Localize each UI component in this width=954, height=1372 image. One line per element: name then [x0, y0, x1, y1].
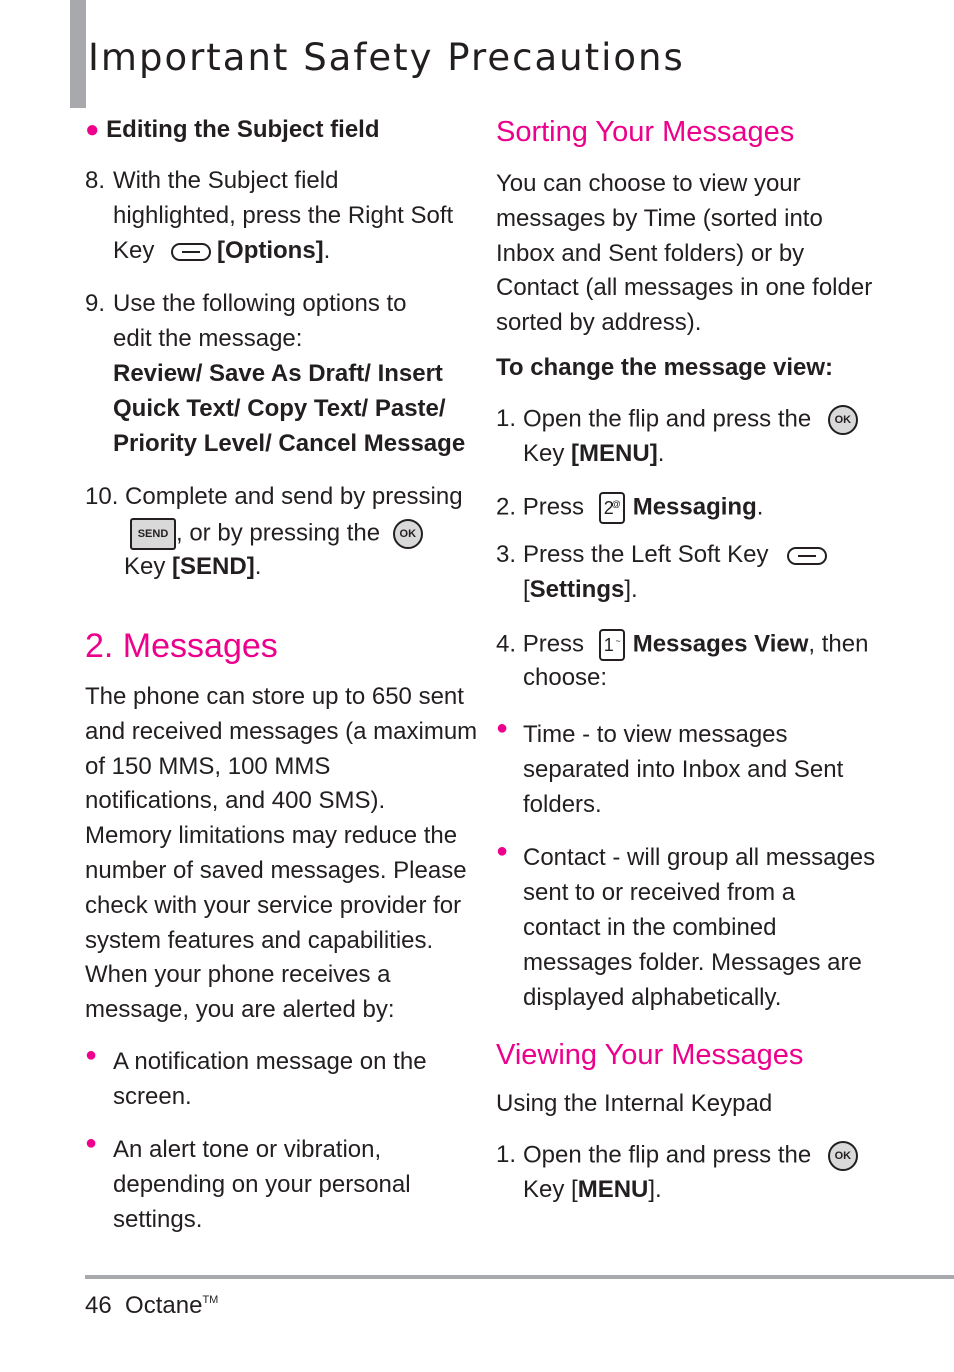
- intro-line: message, you are alerted by:: [85, 996, 395, 1024]
- contact-line: displayed alphabetically.: [523, 984, 782, 1011]
- key-2-icon: [599, 492, 625, 524]
- options-label: [Options]: [217, 237, 324, 264]
- viewing-heading: Viewing Your Messages: [496, 1039, 804, 1071]
- footer: [85, 1292, 218, 1320]
- sorting-line: You can choose to view your: [496, 170, 801, 197]
- period: .: [323, 237, 331, 264]
- time-line: folders.: [523, 791, 602, 818]
- step-9-line1: Use the following options to: [113, 290, 407, 317]
- settings-label: Settings: [529, 576, 625, 603]
- press-word: Press: [522, 630, 585, 658]
- keypad-line: Using the Internal Keypad: [496, 1090, 773, 1117]
- time-line: separated into Inbox and Sent: [523, 756, 844, 783]
- step-10-line3: [124, 553, 261, 581]
- sorting-intro: [496, 167, 872, 341]
- key-2-label: 2: [603, 498, 614, 518]
- menu-label: MENU: [577, 1176, 649, 1203]
- alert-item-1: [113, 1044, 427, 1114]
- alert-line: screen.: [113, 1083, 192, 1110]
- sort-step-2-number: 2.: [496, 493, 517, 521]
- step-10-line1: [85, 483, 463, 511]
- press-word: Press: [522, 493, 585, 521]
- intro-line: number of saved messages. Please: [85, 856, 467, 884]
- key-word: Key: [523, 440, 565, 467]
- bracket-close: ].: [624, 576, 638, 603]
- header-bar: [70, 0, 86, 108]
- sort-step-4-line1: [496, 629, 868, 661]
- intro-line: The phone can store up to 650 sent: [85, 683, 464, 710]
- contact-line: contact in the combined: [523, 914, 777, 941]
- bullet-icon: ●: [85, 116, 100, 143]
- subject-bullet-label: Editing the Subject field: [106, 116, 380, 143]
- step-8-line3: [113, 237, 330, 265]
- contact-line: messages folder. Messages are: [523, 949, 862, 976]
- page-number: 46: [85, 1292, 112, 1319]
- sort-step-3-number: 3.: [496, 541, 517, 568]
- sort-step-3-text: Press the Left Soft Key: [523, 541, 769, 568]
- intro-line: system features and capabilities.: [85, 926, 434, 954]
- sort-step-3-line2: [523, 576, 638, 604]
- trademark: TM: [202, 1294, 219, 1306]
- bullet-icon: ●: [85, 1132, 98, 1154]
- alert-line: depending on your personal: [113, 1171, 411, 1198]
- intro-line: Memory limitations may reduce the: [85, 822, 458, 850]
- sorting-line: Inbox and Sent folders) or by: [496, 239, 805, 267]
- alert-line: settings.: [113, 1206, 203, 1233]
- messages-view-label: Messages View: [632, 630, 809, 658]
- bracket-open: [: [523, 576, 530, 603]
- step-9-options-2: Quick Text/ Copy Text/ Paste/: [113, 395, 446, 422]
- sorting-line: sorted by address).: [496, 309, 702, 337]
- right-soft-key-icon: [171, 243, 211, 261]
- step-8-line2: highlighted, press the Right Soft: [113, 202, 454, 229]
- bullet-icon: ●: [496, 717, 509, 739]
- then-word: , then: [808, 630, 869, 658]
- step-10-line2: [130, 518, 423, 550]
- key-word: Key: [124, 553, 166, 580]
- step-9-options-1: Review/ Save As Draft/ Insert: [113, 360, 443, 387]
- messages-intro: [85, 680, 477, 1028]
- key-2-superscript: @: [611, 499, 621, 509]
- step-10-text2: , or by pressing the: [176, 519, 381, 547]
- page-title: Important Safety Precautions: [88, 36, 685, 79]
- ok-key-icon: OK: [828, 405, 858, 435]
- bullet-icon: ●: [85, 1044, 98, 1066]
- period: .: [657, 440, 665, 467]
- step-9-number: 9.: [85, 290, 106, 317]
- key-word: Key: [113, 237, 155, 264]
- messages-heading: 2. Messages: [85, 627, 278, 665]
- time-line: Time - to view messages: [523, 721, 788, 748]
- sort-step-1-line2: [523, 440, 664, 468]
- contact-line: sent to or received from a: [523, 879, 796, 906]
- step-10-text: Complete and send by pressing: [125, 483, 463, 510]
- sort-step-1-number: 1.: [496, 405, 517, 432]
- change-view-label: To change the message view:: [496, 354, 833, 381]
- sort-step-4-line2: choose:: [523, 664, 608, 691]
- step-10-number: 10.: [85, 483, 119, 510]
- time-option: [523, 717, 843, 822]
- ok-key-icon: OK: [393, 519, 423, 549]
- alert-line: An alert tone or vibration,: [113, 1136, 382, 1163]
- step-9-line2: edit the message:: [113, 325, 303, 352]
- brand-name: Octane: [125, 1292, 203, 1319]
- sort-step-3-line1: [523, 541, 827, 569]
- contact-option: [523, 840, 875, 1015]
- send-key-icon: SEND: [130, 518, 176, 550]
- view-step-1-line1: [523, 1141, 858, 1171]
- sorting-heading: Sorting Your Messages: [496, 116, 795, 148]
- bracket-close: ].: [648, 1176, 662, 1203]
- bullet-icon: ●: [496, 840, 509, 862]
- key-word: Key: [523, 1176, 565, 1203]
- contact-line: Contact - will group all messages: [523, 844, 876, 871]
- sort-step-1-line1: [523, 405, 858, 435]
- send-label: [SEND]: [172, 553, 255, 580]
- sorting-line: Contact (all messages in one folder: [496, 274, 873, 302]
- sorting-line: messages by Time (sorted into: [496, 204, 823, 232]
- sort-step-2: [496, 492, 763, 524]
- intro-line: When your phone receives a: [85, 961, 391, 989]
- sort-step-1-text: Open the flip and press the: [523, 405, 812, 433]
- intro-line: notifications, and 400 SMS).: [85, 787, 386, 815]
- menu-label: [MENU]: [571, 440, 658, 467]
- key-1-icon: [599, 629, 625, 661]
- bracket-open: [: [571, 1176, 578, 1203]
- intro-line: and received messages (a maximum: [85, 717, 478, 745]
- intro-line: of 150 MMS, 100 MMS: [85, 752, 331, 780]
- step-8-number: 8.: [85, 167, 106, 194]
- sort-step-4-number: 4.: [496, 630, 517, 658]
- step-8-line1: With the Subject field: [113, 167, 339, 194]
- subject-bullet: [85, 116, 380, 144]
- messaging-label: Messaging: [632, 493, 757, 521]
- view-step-1-line2: [523, 1176, 662, 1204]
- step-9-options-3: Priority Level/ Cancel Message: [113, 430, 466, 457]
- period: .: [756, 493, 764, 521]
- footer-rule: [85, 1275, 954, 1279]
- left-soft-key-icon: [787, 547, 827, 565]
- key-1-superscript: ~: [615, 636, 621, 646]
- period: .: [254, 553, 262, 580]
- intro-line: check with your service provider for: [85, 891, 462, 919]
- view-step-1-number: 1.: [496, 1141, 517, 1168]
- alert-line: A notification message on the: [113, 1048, 427, 1075]
- key-1-label: 1: [603, 635, 614, 655]
- view-step-1-text: Open the flip and press the: [523, 1141, 812, 1169]
- ok-key-icon: OK: [828, 1141, 858, 1171]
- alert-item-2: [113, 1132, 411, 1237]
